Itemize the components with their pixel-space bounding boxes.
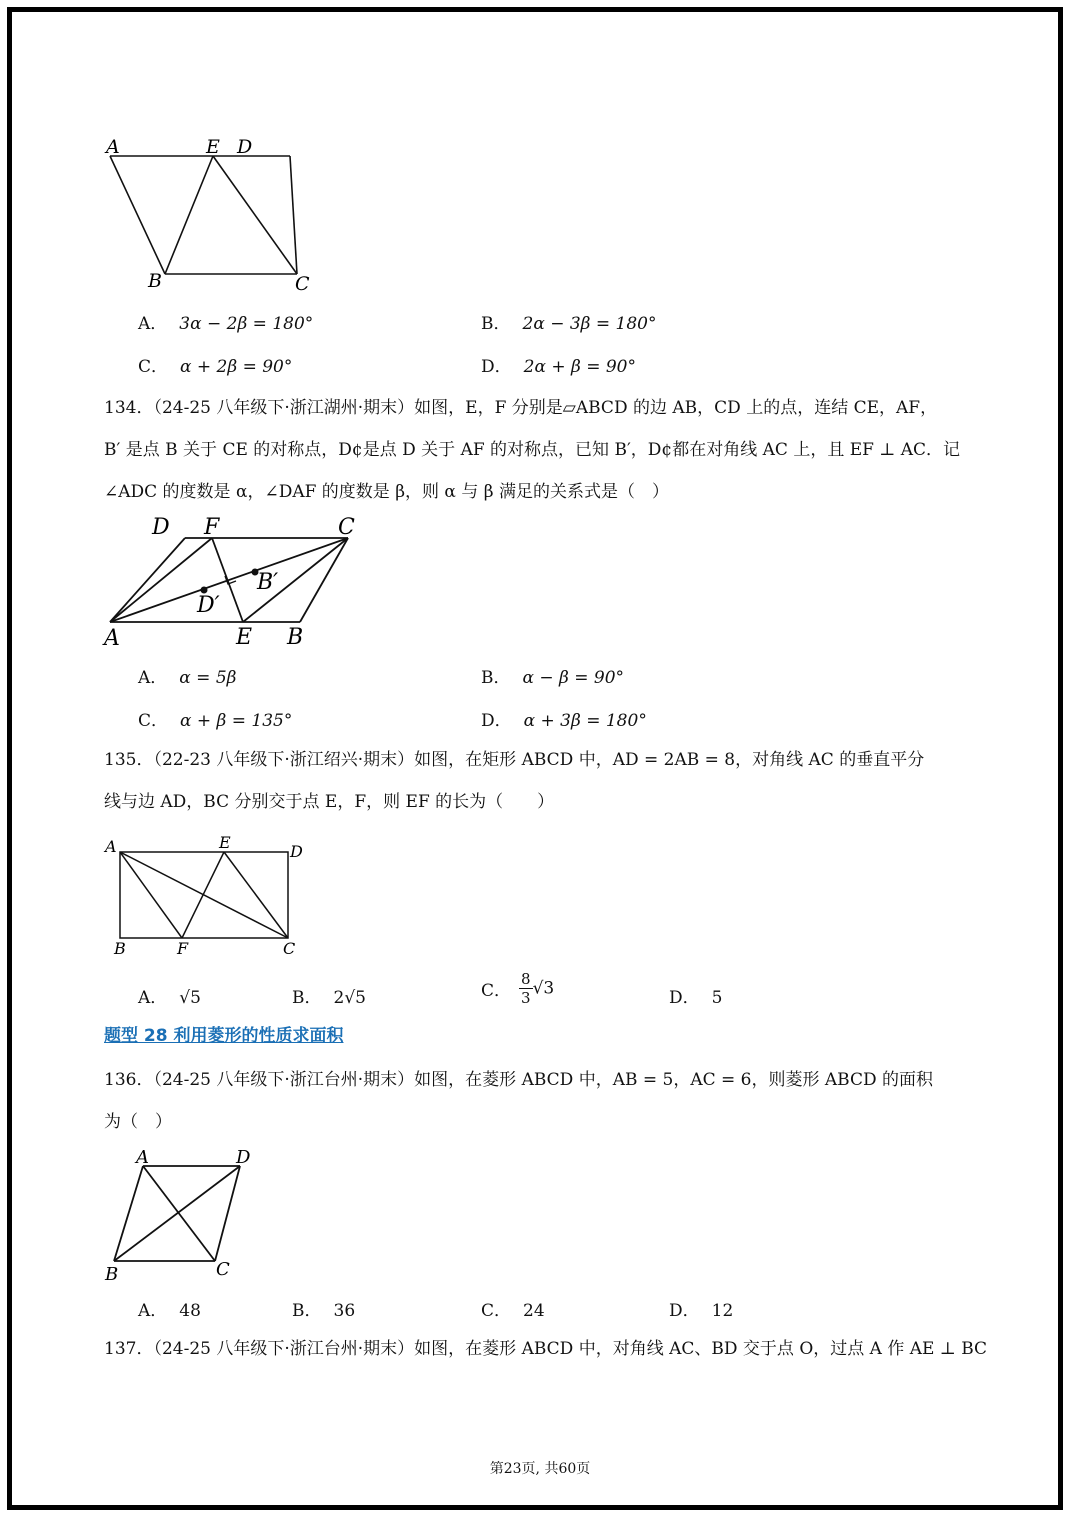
q136-line-1: 136．（24-25 八年级下·浙江台州·期末）如图，在菱形 ABCD 中，AB = 5，AC = 6，则菱形 ABCD 的面积: [104, 1070, 934, 1090]
option-text: 3α − 2β = 180°: [179, 314, 314, 334]
label-A: A: [104, 626, 120, 651]
page-number-footer: 第23页, 共60页: [489, 1461, 591, 1477]
option-text: 48: [179, 1301, 201, 1321]
q135-option-a[interactable]: [138, 983, 201, 1008]
option-label: D．: [669, 1301, 700, 1321]
q135-option-d[interactable]: [669, 983, 722, 1008]
option-text: 2√5: [333, 988, 366, 1008]
q135-option-b[interactable]: [292, 983, 366, 1008]
q134-option-d[interactable]: [481, 706, 647, 731]
option-text: α − β = 90°: [522, 668, 625, 688]
option-text: α + 2β = 90°: [180, 357, 293, 377]
figure-q134-parallelogram: [100, 512, 370, 652]
option-label: C．: [138, 711, 169, 731]
option-label: C．: [138, 357, 169, 377]
fraction-numerator: 8: [521, 970, 531, 988]
option-label: B．: [481, 314, 511, 334]
label-B-prime: B′: [257, 570, 279, 595]
option-text: α + 3β = 180°: [523, 711, 647, 731]
label-A: A: [136, 1147, 149, 1168]
label-F: F: [177, 939, 189, 958]
q133-option-a[interactable]: [138, 309, 313, 334]
q134-option-c[interactable]: [138, 706, 292, 731]
label-A: A: [106, 136, 120, 158]
option-label: A．: [138, 314, 168, 334]
label-F: F: [204, 515, 220, 540]
q135-line-1: 135．（22-23 八年级下·浙江绍兴·期末）如图，在矩形 ABCD 中，AD = 2AB = 8，对角线 AC 的垂直平分: [104, 750, 925, 770]
option-label: A．: [138, 1301, 168, 1321]
option-label: D．: [669, 988, 700, 1008]
option-label: B．: [292, 1301, 322, 1321]
q134-line-1: 134．（24-25 八年级下·浙江湖州·期末）如图，E，F 分别是▱ABCD 的边 AB，CD 上的点，连结 CE，AF，: [104, 398, 938, 418]
option-text: 2α − 3β = 180°: [522, 314, 657, 334]
label-B: B: [105, 1264, 119, 1285]
q133-option-d[interactable]: [481, 352, 636, 377]
label-C: C: [295, 273, 310, 295]
label-E: E: [206, 136, 220, 158]
label-D: D: [237, 136, 253, 158]
label-A: A: [105, 837, 117, 856]
q136-option-b[interactable]: [292, 1296, 355, 1321]
option-label: C．: [481, 981, 512, 1001]
option-text: 24: [523, 1301, 545, 1321]
figure-q135-rectangle: [100, 832, 320, 962]
option-label: C．: [481, 1301, 512, 1321]
label-B: B: [114, 939, 126, 958]
option-label: D．: [481, 357, 512, 377]
label-D: D: [236, 1147, 251, 1168]
label-E: E: [236, 625, 253, 650]
q136-option-c[interactable]: [481, 1296, 545, 1321]
option-text: 2α + β = 90°: [523, 357, 636, 377]
fraction-denominator: 3: [521, 989, 531, 1007]
option-label: A．: [138, 668, 168, 688]
fraction: [519, 970, 533, 1007]
label-E: E: [219, 833, 231, 852]
q136-option-d[interactable]: [669, 1296, 733, 1321]
radical: √3: [532, 978, 555, 999]
q137-line-1: 137．（24-25 八年级下·浙江台州·期末）如图，在菱形 ABCD 中，对角线 AC、BD 交于点 O，过点 A 作 AE ⊥ BC: [104, 1339, 988, 1359]
section-heading[interactable]: 题型 28 利用菱形的性质求面积: [104, 1026, 344, 1046]
label-D: D: [290, 842, 303, 861]
q135-option-c[interactable]: [481, 970, 554, 1007]
option-text: 12: [711, 1301, 734, 1321]
label-C: C: [216, 1259, 230, 1280]
option-text: α = 5β: [179, 668, 237, 688]
figure-parallelogram-aecd: [100, 135, 330, 295]
option-text: 5: [711, 988, 723, 1008]
label-D-prime: D′: [197, 593, 220, 618]
label-C: C: [338, 515, 355, 540]
q135-line-2: 线与边 AD，BC 分别交于点 E，F，则 EF 的长为（ ）: [104, 792, 555, 812]
q134-line-2: B′ 是点 B 关于 CE 的对称点，D¢是点 D 关于 AF 的对称点，已知 B′，D¢都在对角线 AC 上，且 EF ⊥ AC．记: [104, 440, 961, 460]
label-B: B: [148, 270, 162, 292]
q134-option-b[interactable]: [481, 663, 624, 688]
option-text: 36: [333, 1301, 356, 1321]
figure-q136-rhombus: [100, 1143, 270, 1288]
option-label: D．: [481, 711, 512, 731]
q133-option-b[interactable]: [481, 309, 657, 334]
label-C: C: [283, 939, 296, 958]
option-label: B．: [292, 988, 322, 1008]
option-text: √5: [179, 988, 201, 1008]
label-D: D: [152, 515, 170, 540]
label-B: B: [287, 625, 304, 650]
option-label: B．: [481, 668, 511, 688]
q133-option-c[interactable]: [138, 352, 292, 377]
q134-line-3: ∠ADC 的度数是 α，∠DAF 的度数是 β，则 α 与 β 满足的关系式是（ ）: [104, 482, 669, 502]
q136-option-a[interactable]: [138, 1296, 201, 1321]
q136-line-2: 为（ ）: [104, 1112, 172, 1132]
option-text: α + β = 135°: [180, 711, 293, 731]
option-label: A．: [138, 988, 168, 1008]
q134-option-a[interactable]: [138, 663, 236, 688]
